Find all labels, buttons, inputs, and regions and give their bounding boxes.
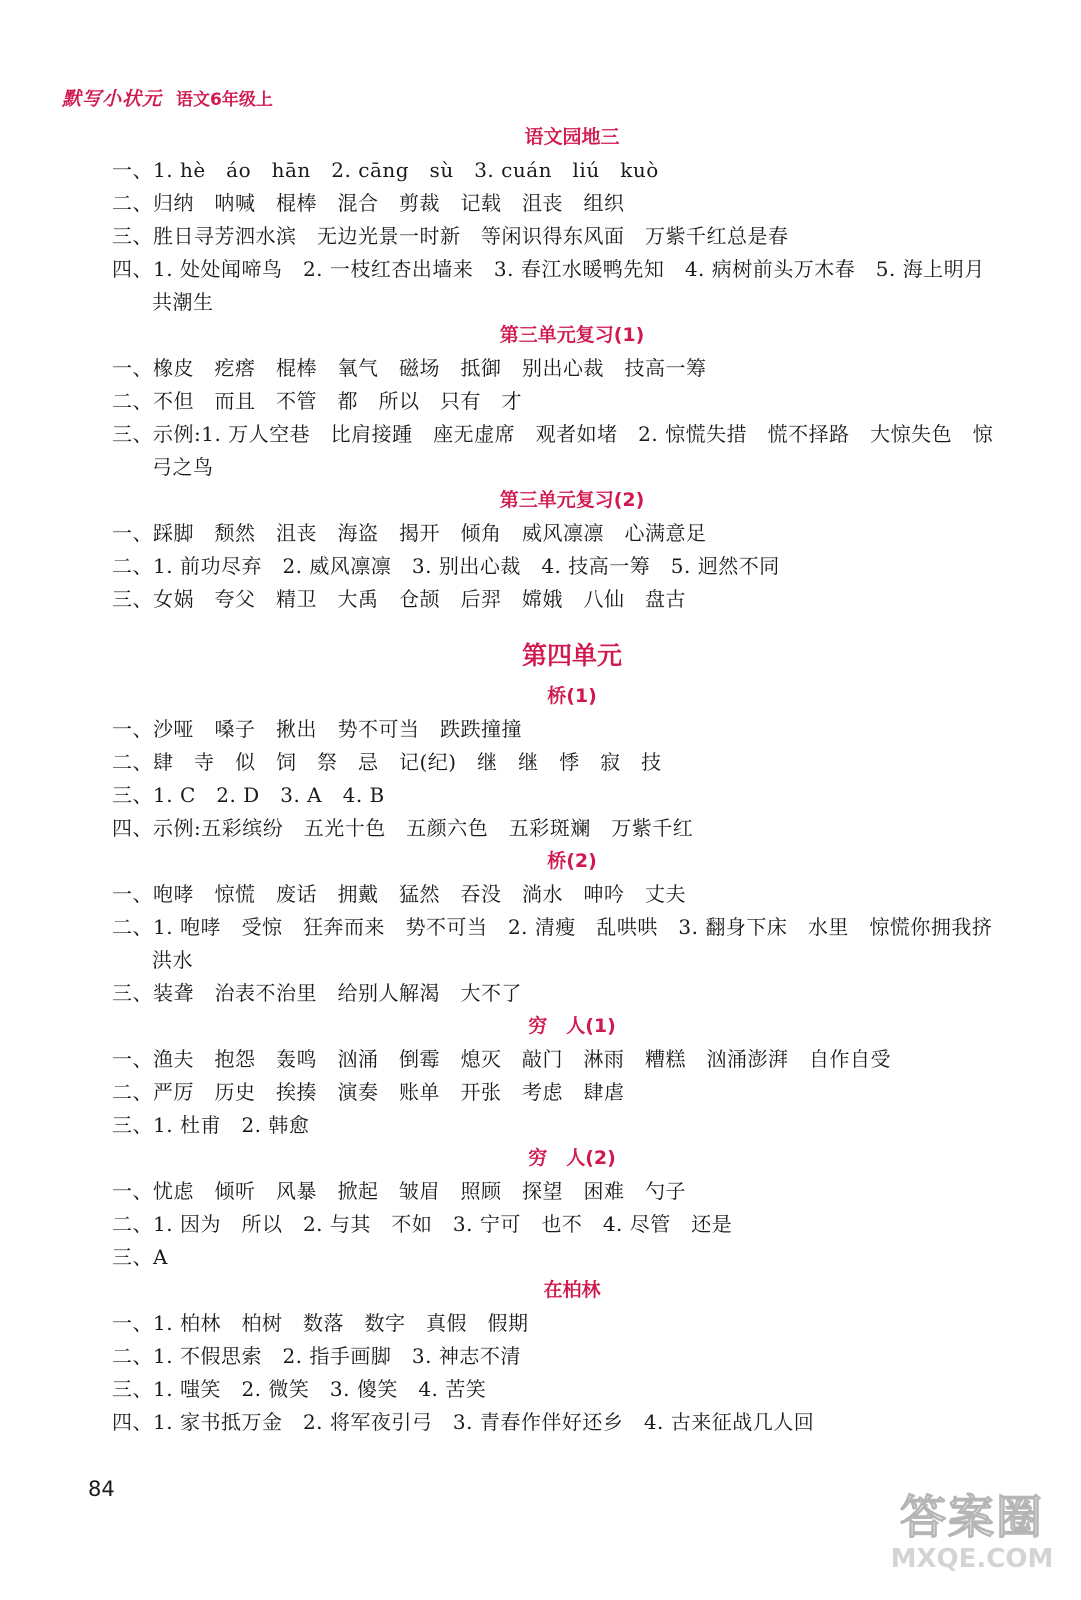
answer-line: 二、1. 不假思索 2. 指手画脚 3. 神志不清: [112, 1344, 521, 1368]
answer-line: 一、沙哑 嗓子 揪出 势不可当 跌跌撞撞: [112, 717, 522, 741]
answer-line: 一、1. 柏林 柏树 数落 数字 真假 假期: [112, 1311, 529, 1335]
answer-line: 一、1. hè áo hān 2. cāng sù 3. cuán liú kuò: [112, 158, 659, 182]
answer-line: 一、咆哮 惊慌 废话 拥戴 猛然 吞没 淌水 呻吟 丈夫: [112, 882, 686, 906]
answer-line: 一、渔夫 抱怨 轰鸣 汹涌 倒霉 熄灭 敲门 淋雨 糟糕 汹涌澎湃 自作自受: [112, 1047, 891, 1071]
section-title: 桥(2): [547, 850, 597, 872]
page-header: [62, 84, 273, 111]
answer-line: 二、归纳 呐喊 棍棒 混合 剪裁 记载 沮丧 组织: [112, 191, 625, 215]
answer-line: 二、肆 寺 似 饲 祭 忌 记(纪) 继 继 悸 寂 技: [112, 750, 662, 774]
section-title: 桥(1): [547, 685, 597, 707]
answer-line: 四、1. 处处闻啼鸟 2. 一枝红杏出墙来 3. 春江水暖鸭先知 4. 病树前头万木春 5. 海上明月共潮生: [112, 257, 985, 314]
answer-line: 一、踩脚 颓然 沮丧 海盗 揭开 倾角 威风凛凛 心满意足: [112, 521, 707, 545]
subject-label: 语文6年级上: [176, 90, 273, 110]
answer-content: [112, 121, 1013, 1439]
page-number: 84: [88, 1477, 115, 1501]
answer-line: 四、示例:五彩缤纷 五光十色 五颜六色 五彩斑斓 万紫千红: [112, 816, 694, 840]
answer-line: 二、严厉 历史 挨揍 演奏 账单 开张 考虑 肆虐: [112, 1080, 625, 1104]
answer-line: 一、忧虑 倾听 风暴 掀起 皱眉 照顾 探望 困难 勺子: [112, 1179, 686, 1203]
section-title: 穷 人(1): [528, 1015, 616, 1037]
watermark-site: MXQE.COM: [890, 1544, 1054, 1574]
section-title: 第三单元复习(1): [499, 324, 645, 346]
answer-line: 三、1. C 2. D 3. A 4. B: [112, 783, 385, 807]
unit-title: 第四单元: [521, 641, 622, 670]
answer-line: 一、橡皮 疙瘩 棍棒 氧气 磁场 抵御 别出心裁 技高一筹: [112, 356, 707, 380]
answer-line: 二、1. 前功尽弃 2. 威风凛凛 3. 别出心裁 4. 技高一筹 5. 迥然不同: [112, 554, 780, 578]
answer-line: 三、1. 嗤笑 2. 微笑 3. 傻笑 4. 苦笑: [112, 1377, 487, 1401]
watermark: [883, 1490, 1061, 1582]
section-title: 穷 人(2): [528, 1147, 616, 1169]
answer-line: 二、1. 因为 所以 2. 与其 不如 3. 宁可 也不 4. 尽管 还是: [112, 1212, 733, 1236]
answer-line: 二、1. 咆哮 受惊 狂奔而来 势不可当 2. 清瘦 乱哄哄 3. 翻身下床 水里 惊慌你拥我挤 洪水: [112, 915, 1013, 972]
section-title: 语文园地三: [524, 126, 620, 148]
answer-line: 三、女娲 夸父 精卫 大禹 仓颉 后羿 嫦娥 八仙 盘古: [112, 587, 686, 611]
answer-line: 二、不但 而且 不管 都 所以 只有 才: [112, 389, 522, 413]
watermark-logo: 答案圈: [900, 1490, 1044, 1544]
brand-logo: 默写小状元: [62, 88, 163, 110]
answer-line: 三、1. 杜甫 2. 韩愈: [112, 1113, 310, 1137]
answer-line: 三、示例:1. 万人空巷 比肩接踵 座无虚席 观者如堵 2. 惊慌失措 慌不择路 大惊失色 惊弓之鸟: [112, 422, 994, 479]
section-title: 在柏林: [543, 1279, 601, 1301]
answer-line: 三、胜日寻芳泗水滨 无边光景一时新 等闲识得东风面 万紫千红总是春: [112, 224, 789, 248]
answer-line: 三、装聋 治表不治里 给别人解渴 大不了: [112, 981, 522, 1005]
answer-line: 三、A: [112, 1245, 168, 1269]
section-title: 第三单元复习(2): [499, 489, 645, 511]
answer-line: 四、1. 家书抵万金 2. 将军夜引弓 3. 青春作伴好还乡 4. 古来征战几人回: [112, 1410, 815, 1434]
